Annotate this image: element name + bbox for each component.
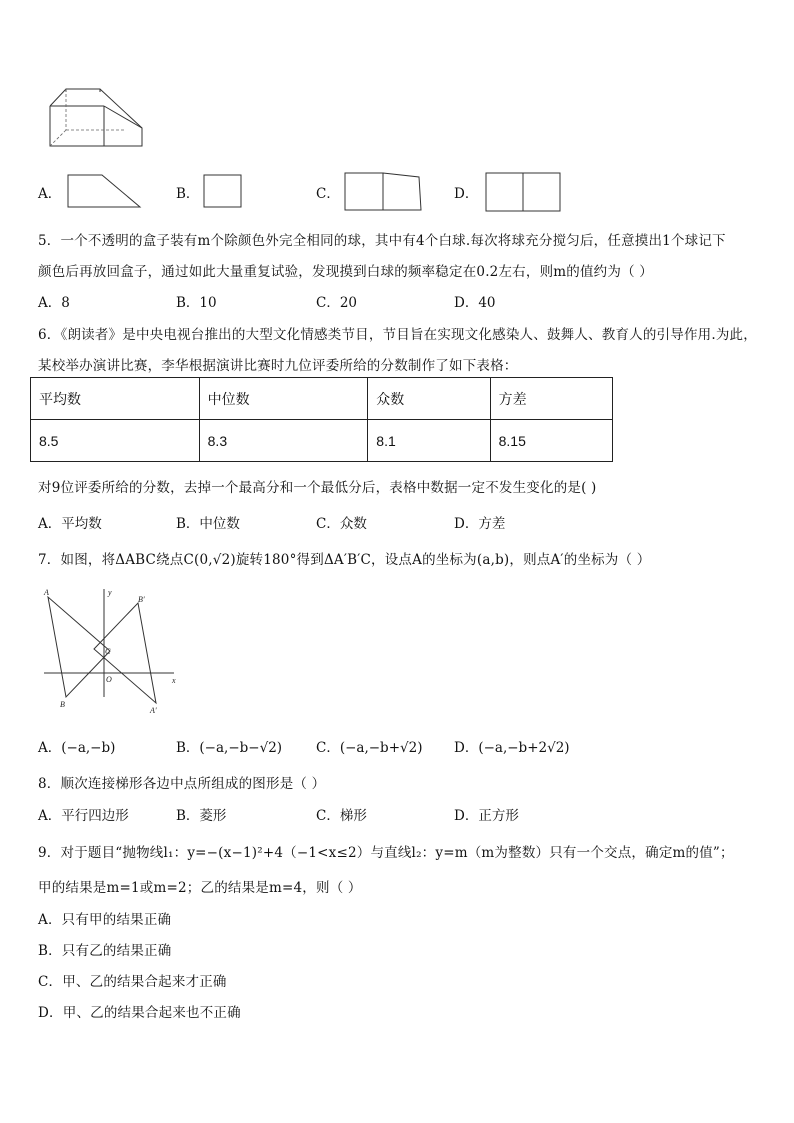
- q7-option-b[interactable]: B．(−a,−b−√2): [176, 740, 283, 756]
- q4-option-b[interactable]: B．: [176, 186, 200, 202]
- q8-option-b[interactable]: B．菱形: [176, 808, 227, 824]
- table-header-cell: 众数: [368, 378, 490, 420]
- q4-option-c[interactable]: C．: [316, 186, 340, 202]
- label-a-prime: A′: [150, 706, 157, 715]
- table-cell: 8.3: [199, 420, 368, 462]
- rotation-figure: [38, 585, 184, 720]
- q7-option-a[interactable]: A．(−a,−b): [38, 740, 116, 756]
- option-d-two-square-view: [484, 170, 564, 214]
- q8-option-d[interactable]: D．正方形: [454, 808, 519, 824]
- q6-option-c[interactable]: C．众数: [316, 516, 367, 532]
- q5-stem-line1: 5．一个不透明的盒子装有m个除颜色外完全相同的球，其中有4个白球.每次将球充分搅匀后，任意摸出1个球记下: [38, 233, 726, 249]
- label-b: B: [60, 700, 65, 709]
- q6-option-d[interactable]: D．方差: [454, 516, 506, 532]
- q7-option-c[interactable]: C．(−a,−b+√2): [316, 740, 423, 756]
- triangle-a-prime-b-prime-c: [94, 603, 156, 703]
- q6-option-a[interactable]: A．平均数: [38, 516, 102, 532]
- table-header-cell: 方差: [490, 378, 612, 420]
- q6-option-b[interactable]: B．中位数: [176, 516, 240, 532]
- q5-stem-line2: 颜色后再放回盒子，通过如此大量重复试验，发现摸到白球的频率稳定在0.2左右，则m的值约为（ ）: [38, 264, 653, 280]
- q9-stem-line2: 甲的结果是m=1或m=2；乙的结果是m=4，则（ ）: [38, 880, 362, 896]
- q6-stem-line2: 某校举办演讲比赛，李华根据演讲比赛时九位评委所给的分数制作了如下表格：: [38, 358, 518, 374]
- q8-option-a[interactable]: A．平行四边形: [38, 808, 129, 824]
- prism-figure: [44, 84, 148, 156]
- q9-option-c[interactable]: C．甲、乙的结果合起来才正确: [38, 974, 227, 990]
- q5-option-d[interactable]: D．40: [454, 295, 496, 311]
- q7-stem: 7．如图，将ΔABC绕点C(0,√2)旋转180°得到ΔA′B′C，设点A的坐标为(a,b)，则点A′的坐标为（ ）: [38, 552, 651, 568]
- label-c: C: [105, 647, 111, 656]
- table-row: [31, 420, 613, 462]
- label-o: O: [106, 675, 112, 684]
- q8-option-c[interactable]: C．梯形: [316, 808, 367, 824]
- q4-option-a[interactable]: A．: [38, 186, 62, 202]
- option-b-square-view: [203, 173, 243, 209]
- table-header-row: [31, 378, 613, 420]
- statistics-table: [30, 377, 613, 462]
- q9-stem-line1: 9．对于题目“抛物线l₁：y=−(x−1)²+4（−1<x≤2）与直线l₂：y=m（m为整数）只有一个交点，确定m的值”；: [38, 845, 734, 861]
- q8-stem: 8．顺次连接梯形各边中点所组成的图形是（ ）: [38, 776, 326, 792]
- table-cell: 8.1: [368, 420, 490, 462]
- q7-option-d[interactable]: D．(−a,−b+2√2): [454, 740, 570, 756]
- q4-option-d[interactable]: D．: [454, 186, 479, 202]
- q6-stem-line3: 对9位评委所给的分数，去掉一个最高分和一个最低分后，表格中数据一定不发生变化的是( ): [38, 480, 597, 496]
- q9-option-a[interactable]: A．只有甲的结果正确: [38, 912, 172, 928]
- label-y: y: [108, 588, 112, 597]
- q5-option-c[interactable]: C．20: [316, 295, 358, 311]
- q6-stem-line1: 6．《朗读者》是中央电视台推出的大型文化情感类节目，节目旨在实现文化感染人、鼓舞人、教育人的引导作用.为此，: [38, 327, 757, 343]
- option-c-two-panel-view: [343, 170, 423, 214]
- label-x: x: [172, 676, 176, 685]
- table-cell: 8.15: [490, 420, 612, 462]
- triangle-abc: [48, 597, 110, 697]
- label-a: A: [44, 588, 49, 597]
- option-a-trapezoid-view: [66, 173, 144, 209]
- label-b-prime: B′: [138, 595, 145, 604]
- q5-option-a[interactable]: A．8: [38, 295, 70, 311]
- table-cell: 8.5: [31, 420, 200, 462]
- q5-option-b[interactable]: B．10: [176, 295, 217, 311]
- table-header-cell: 中位数: [199, 378, 368, 420]
- q9-option-d[interactable]: D．甲、乙的结果合起来也不正确: [38, 1005, 241, 1021]
- table-header-cell: 平均数: [31, 378, 200, 420]
- q9-option-b[interactable]: B．只有乙的结果正确: [38, 943, 172, 959]
